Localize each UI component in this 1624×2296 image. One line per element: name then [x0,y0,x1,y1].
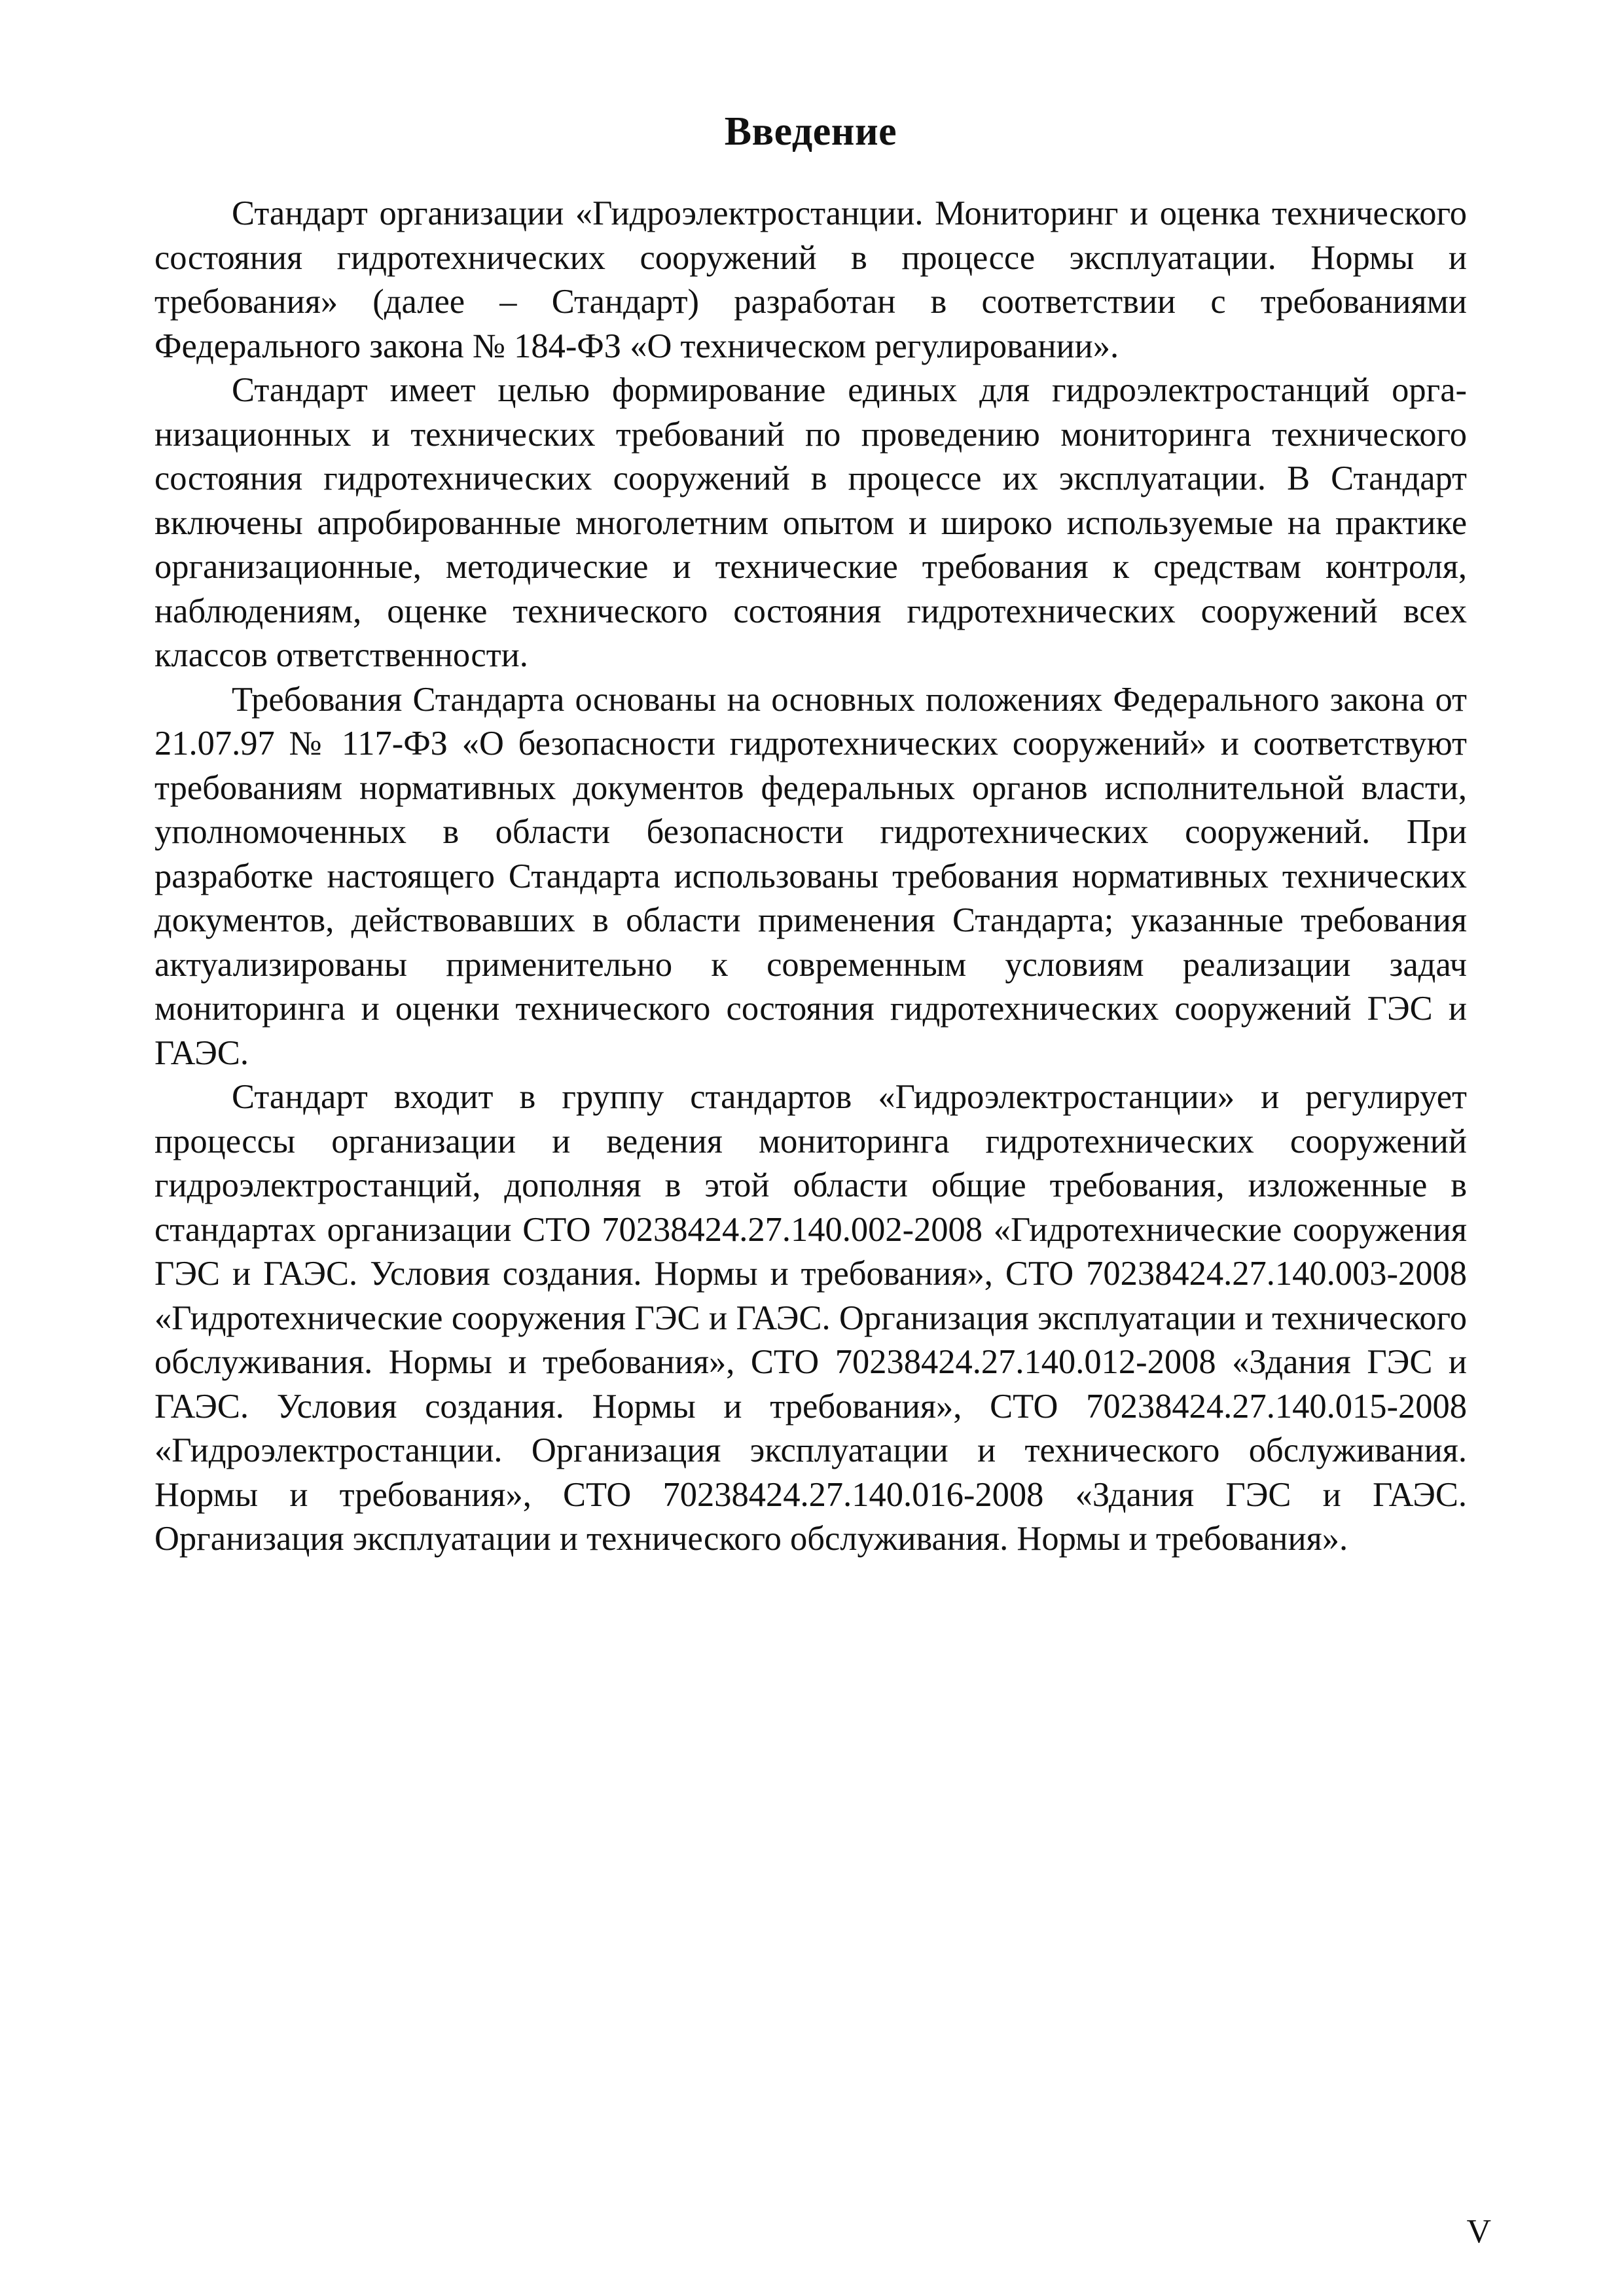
paragraph-4: Стандарт входит в группу стандартов «Гидроэлектростанции» и регулирует процессы организации и ведения мониторинга гидротехнических сооружений гидроэлектростанций, дополняя в этой области общие требования, изложенные в стандартах организации СТО 70238424.27.140.002-2008 «Гидротехнические сооружения ГЭС и ГАЭС. Условия создания. Нормы и требования», СТО 70238424.27.140.003-2008 «Гидротехнические сооружения ГЭС и ГАЭС. Организация эксплуатации и технического обслуживания. Нормы и требования», СТО 70238424.27.140.012-2008 «Здания ГЭС и ГАЭС. Условия создания. Нормы и требования», СТО 70238424.27.140.015-2008 «Гидроэлектростанции. Организация эксплуатации и технического обслуживания. Нормы и требования», СТО 70238424.27.140.016-2008 «Здания ГЭС и ГАЭС. Организация эксплуатации и технического обслуживания. Нормы и требования». [154,1078,1467,1558]
section-title: Введение [724,109,897,154]
page-number: V [1466,2213,1491,2250]
paragraph-2: Стандарт имеет целью формирование единых для гидроэлектростанций организационных и технических требований по проведению мониторинга технического состояния гидротехнических сооружений в процессе их эксплуатации. В Стандарт включены апробированные многолетним опытом и широко используемые на практике организационные, методические и технические требования к средствам контроля, наблюдениям, оценке технического состояния гидротехнических сооружений всех классов ответственности. [154,371,1467,674]
paragraph-3: Требования Стандарта основаны на основных положениях Федерального закона от 21.07.97 № 117-ФЗ «О безопасности гидротехнических сооружений» и соответствуют требованиям нормативных документов федеральных органов исполнительной власти, уполномоченных в области безопасности гидротехнических сооружений. При разработке настоящего Стандарта использованы требования нормативных технических документов, действовавших в области применения Стандарта; указанные требования актуализированы применительно к современным условиям реализации задач мониторинга и оценки технического состояния гидротехнических сооружений ГЭС и ГАЭС. [154,680,1467,1072]
paragraph-1: Стандарт организации «Гидроэлектростанции. Мониторинг и оценка технического состояния гидротехнических сооружений в процессе эксплуатации. Нормы и требования» (далее – Стандарт) разработан в соответствии с требованиями Федерального закона № 184-ФЗ «О техническом регулировании». [154,194,1467,365]
page-content [154,108,1467,1562]
